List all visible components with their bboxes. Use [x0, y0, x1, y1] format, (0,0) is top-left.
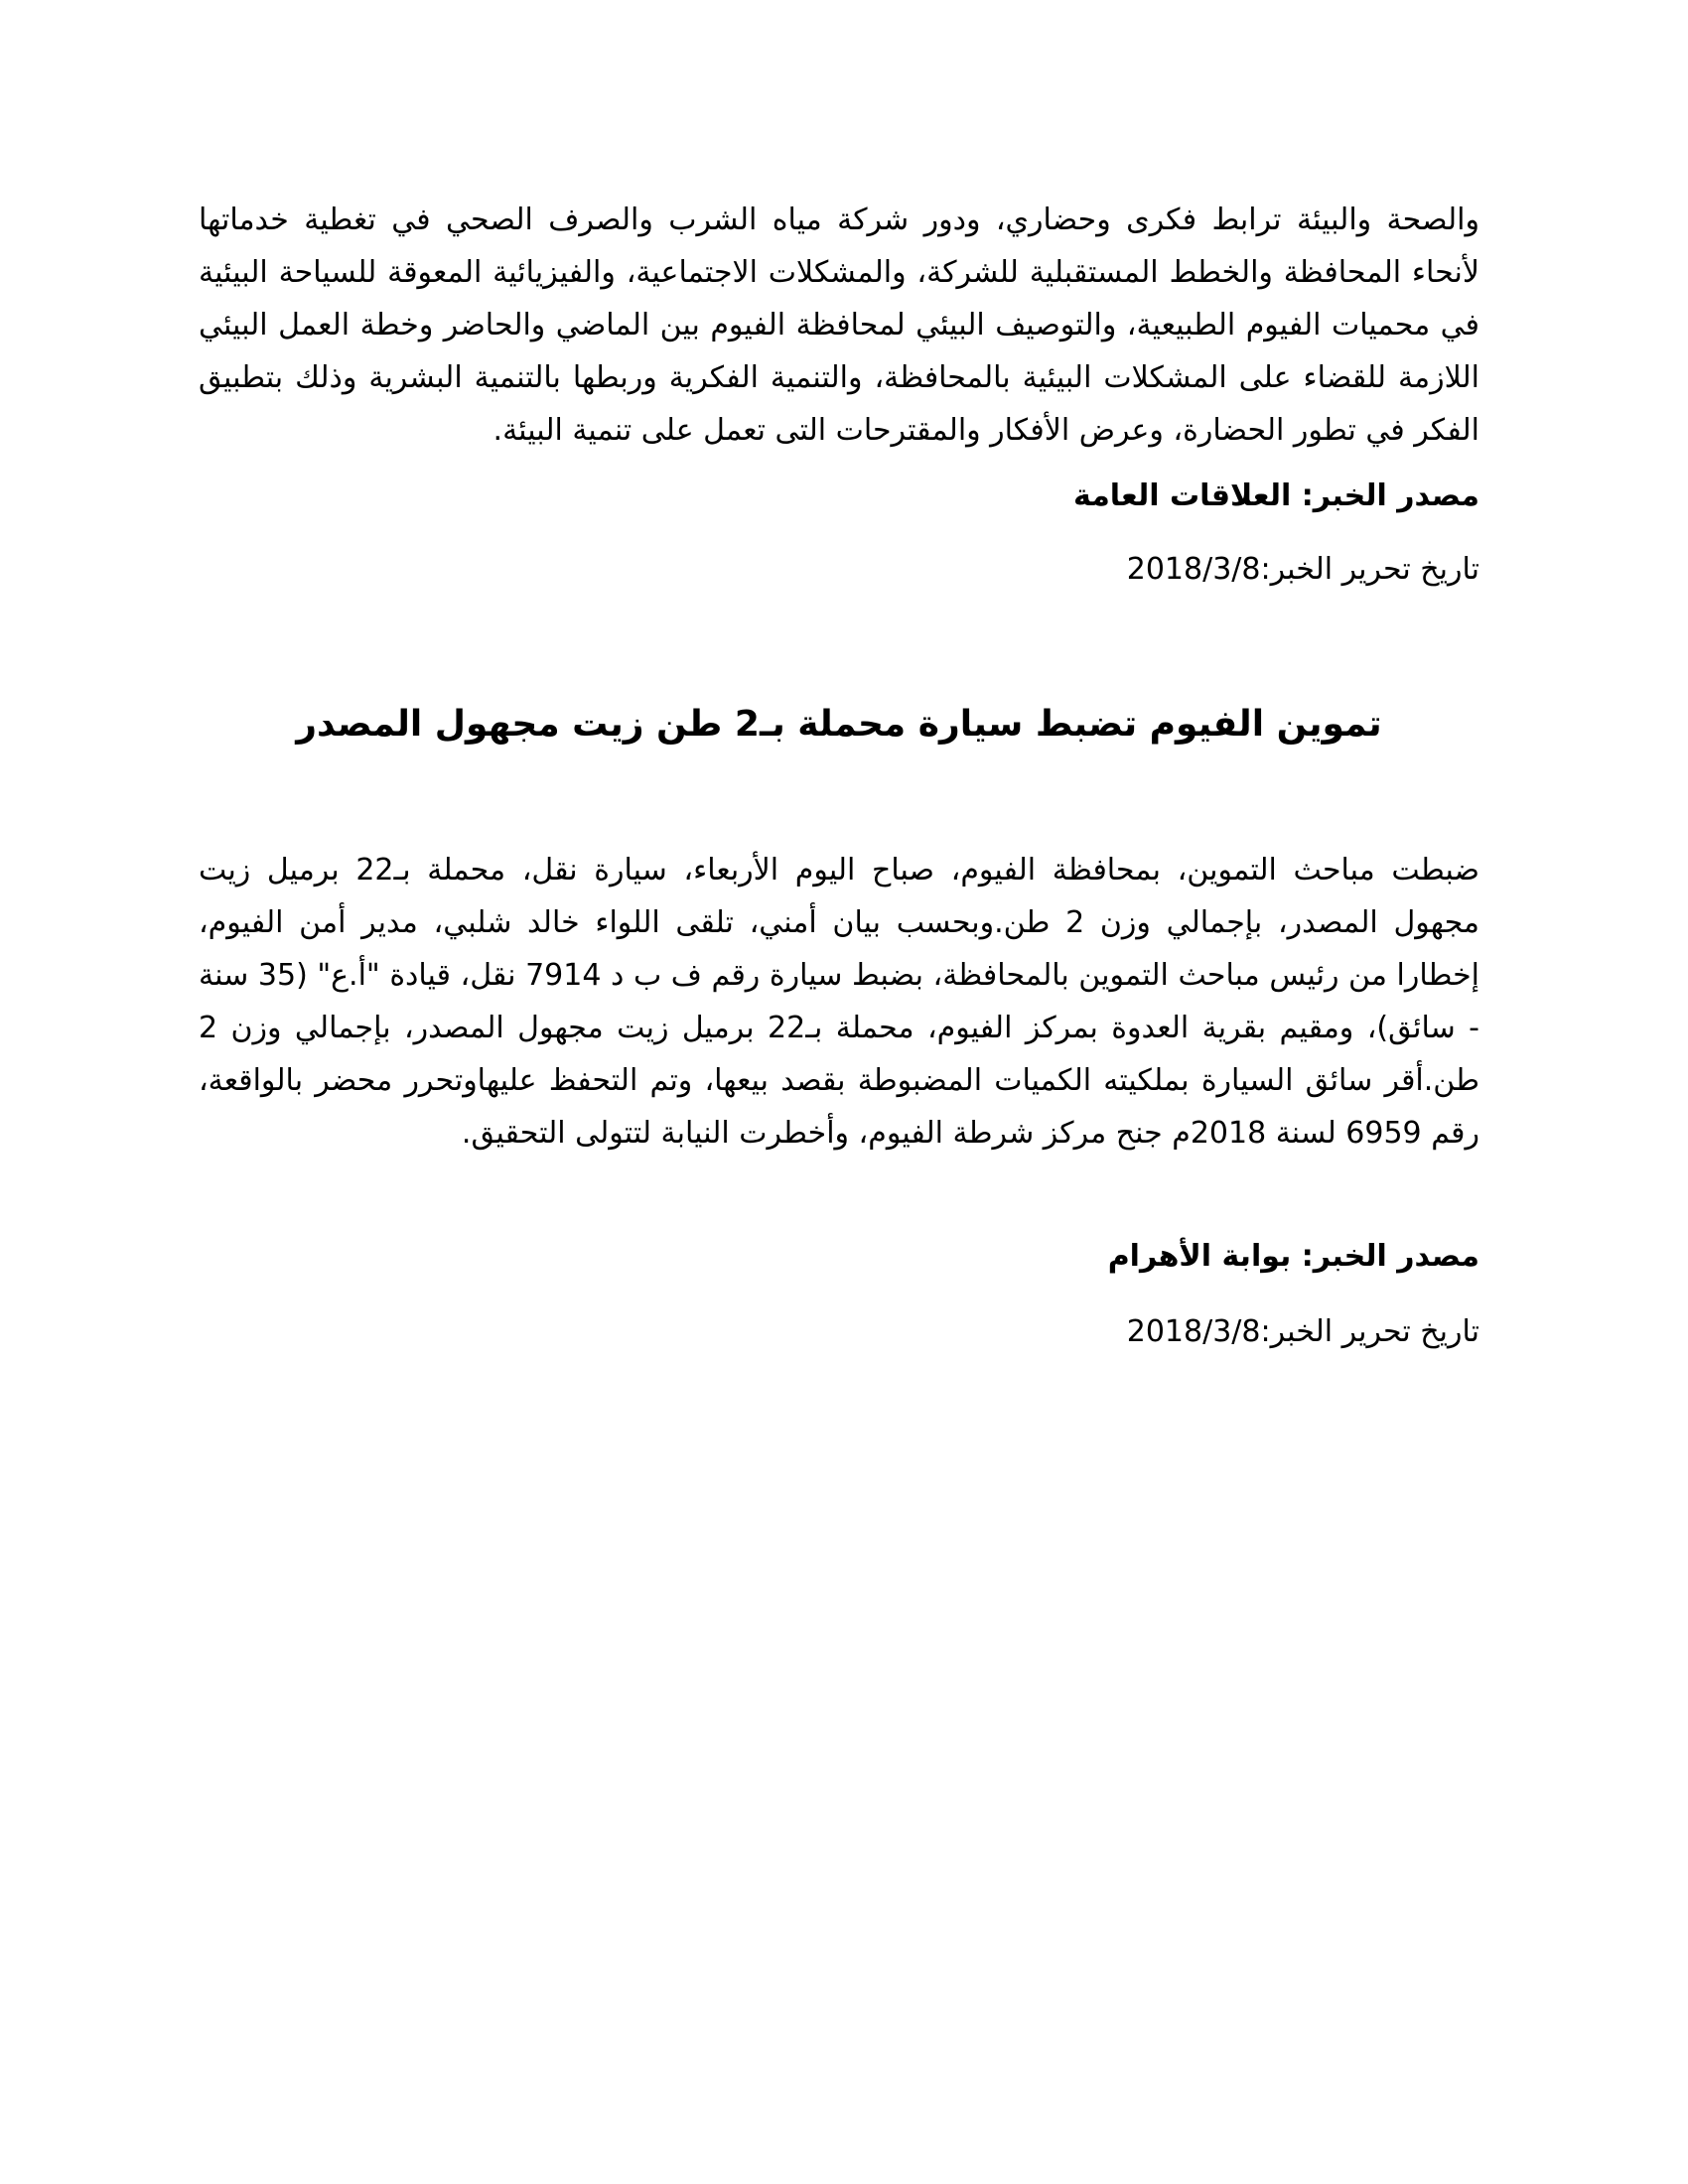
article2-source: مصدر الخبر: بوابة الأهرام [1107, 1239, 1479, 1274]
article1-source: مصدر الخبر: العلاقات العامة [1073, 478, 1479, 513]
article1-date: تاريخ تحرير الخبر:2018/3/8 [1126, 552, 1479, 587]
article2-body: ضبطت مباحث التموين، بمحافظة الفيوم، صباح اليوم الأربعاء، سيارة نقل، محملة بـ22 برميل زيت مجهول المصدر، بإجمالي وزن 2 طن.وبحسب بيان أمني، تلقى اللواء خالد شلبي، مدير أمن الفيوم، إخطارا من رئيس مباحث التموين بالمحافظة، بضبط سيارة رقم ف ب د 7914 نقل، قيادة "أ.ع" (35 سنة - سائق)، ومقيم بقرية العدوة بمركز الفيوم، محملة بـ22 برميل زيت مجهول المصدر، بإجمالي وزن 2 طن.أقر سائق السيارة بملكيته الكميات المضبوطة بقصد بيعها، وتم التحفظ عليهاوتحرر محضر بالواقعة، رقم 6959 لسنة 2018م جنح مركز شرطة الفيوم، وأخطرت النيابة لتتولى التحقيق. [199, 853, 1479, 1151]
article2-headline: تموين الفيوم تضبط سيارة محملة بـ2 طن زيت مجهول المصدر [296, 704, 1382, 745]
article2-date: تاريخ تحرير الخبر:2018/3/8 [1126, 1314, 1479, 1349]
document-page [199, 194, 1479, 1352]
article1-body: والصحة والبيئة ترابط فكرى وحضاري، ودور شركة مياه الشرب والصرف الصحي في تغطية خدماتها لأنحاء المحافظة والخطط المستقبلية للشركة، والمشكلات الاجتماعية، والفيزيائية المعوقة للسياحة البيئية في محميات الفيوم الطبيعية، والتوصيف البيئي لمحافظة الفيوم بين الماضي والحاضر وخطة العمل البيئي اللازمة للقضاء على المشكلات البيئية بالمحافظة، والتنمية الفكرية وربطها بالتنمية البشرية وذلك بتطبيق الفكر في تطور الحضارة، وعرض الأفكار والمقترحات التى تعمل على تنمية البيئة. [199, 203, 1479, 448]
